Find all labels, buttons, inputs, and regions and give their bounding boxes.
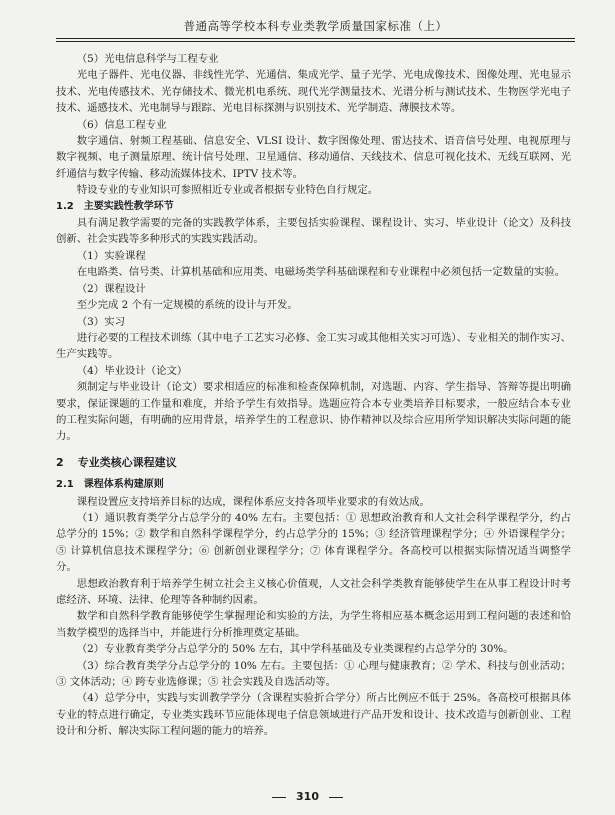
heading-text: 课程体系构建原则	[83, 479, 164, 491]
paragraph: 在电路类、信号类、计算机基础和应用类、电磁场类学科基础课程和专业课程中必须包括一定数量的实验。	[76, 266, 566, 279]
heading-text: 主要实践性教学环节	[83, 200, 174, 212]
paragraph: （5）光电信息科学与工程专业	[76, 53, 219, 65]
paragraph: 思想政治教育利于培养学生树立社会主义核心价值观，人文社会科学类教育能够使学生在从事工程设计时考虑经济、环境、法律、伦理等各种制约因素。	[56, 577, 571, 606]
paragraph: 具有满足教学需要的完备的实践教学体系，主要包括实验课程、课程设计、实习、毕业设计（论文）及科技创新、社会实践等多种形式的实践实践活动。	[56, 217, 571, 246]
heading-number: 2.1	[56, 479, 74, 491]
heading-number: 1.2	[56, 200, 74, 212]
paragraph: 特设专业的专业知识可参照相近专业或者根据专业特色自行规定。	[76, 184, 379, 197]
paragraph: 须制定与毕业设计（论文）要求相适应的标准和检查保障机制，对选题、内容、学生指导、答辩等提出明确要求，保证课题的工作量和难度，并给予学生有效指导。选题应符合本专业类培养目标要求，一般应结合本专业的工程实际问题，有明确的应用背景，培养学生的工程意识、协作精神以及综合应用所学知识解决实际问题的能力。	[56, 381, 571, 443]
paragraph: （4）毕业设计（论文）	[76, 364, 188, 377]
page-footer	[0, 790, 615, 803]
page-number: 310	[296, 790, 319, 803]
paragraph: （4）总学分中，实践与实训教学学分（含课程实验折合学分）所占比例应不低于 25%。各高校可根据具体专业的特点进行确定，专业类实践环节应能体现电子信息领域进行产品开发和设计、技术改造与创新创业、工程设计和分析、解决实际工程问题的能力的培养。	[56, 692, 571, 738]
paragraph: 课程设置应支持培养目标的达成，课程体系应支持各项毕业要求的有效达成。	[76, 495, 431, 508]
heading-text: 专业类核心课程建议	[77, 455, 177, 469]
paragraph: 数字通信、射频工程基础、信息安全、VLSI 设计、数字图像处理、雷达技术、语音信号处理、电视原理与数字视频、电子测量原理、统计信号处理、卫星通信、移动通信、天线技术、信息可视化技术、无线互联网、光纤通信与数字传输、移动流媒体技术、IPTV 技术等。	[56, 135, 571, 180]
paragraph: 进行必要的工程技术训练（其中电子工艺实习必修、金工实习或其他相关实习可选）、专业相关的制作实习、生产实践等。	[56, 331, 571, 361]
section-heading	[56, 455, 571, 471]
paragraph: （6）信息工程专业	[76, 118, 167, 131]
footer-dash-right	[329, 797, 343, 798]
footer-dash-left	[272, 797, 286, 798]
subsection-heading	[56, 477, 571, 493]
header-title: 普通高等学校本科专业类教学质量国家标准（上）	[183, 19, 448, 33]
heading-number: 2	[56, 455, 64, 469]
subsection-heading	[56, 199, 571, 215]
paragraph: 至少完成 2 个有一定规模的系统的设计与开发。	[76, 299, 298, 312]
running-header	[56, 18, 575, 39]
paragraph: （3）实习	[76, 315, 125, 328]
paragraph: （2）专业教育类学分占总学分的 50% 左右，其中学科基础及专业类课程约占总学分的 30%。	[76, 643, 514, 656]
paragraph: （2）课程设计	[76, 282, 146, 295]
paragraph: 光电子器件、光电仪器、非线性光学、光通信、集成光学、量子光学、光电成像技术、图像处理、光电显示技术、光电传感技术、光存储技术、微光机电系统、现代光学测量技术、光谱分析与测试技术、生物医学光电子技术、遥感技术、光电制导与跟踪、光电目标探测与识别技术、光学制造、薄膜技术等。	[56, 69, 571, 115]
paragraph: （1）通识教育类学分占总学分的 40% 左右。主要包括：① 思想政治教育和人文社会科学课程学分，约占总学分的 15%；② 数学和自然科学课程学分，约占总学分的 15%；③ 经济管理课程学分；④ 外语课程学分；⑤ 计算机信息技术课程学分；⑥ 创新创业课程学分；⑦ 体育课程学分。各高校可以根据实际情况适当调整学分。	[56, 511, 571, 574]
paragraph: 数学和自然科学教育能够使学生掌握理论和实验的方法，为学生将相应基本概念运用到工程问题的表述和恰当数学模型的选择当中，并能进行分析推理奠定基础。	[56, 610, 571, 639]
paragraph: （3）综合教育类学分占总学分的 10% 左右。主要包括：① 心理与健康教育；② 学术、科技与创业活动；③ 文体活动；④ 跨专业选修课；⑤ 社会实践及自选活动等。	[56, 659, 571, 689]
paragraph: （1）实验课程	[76, 249, 146, 262]
body-text	[56, 51, 571, 740]
